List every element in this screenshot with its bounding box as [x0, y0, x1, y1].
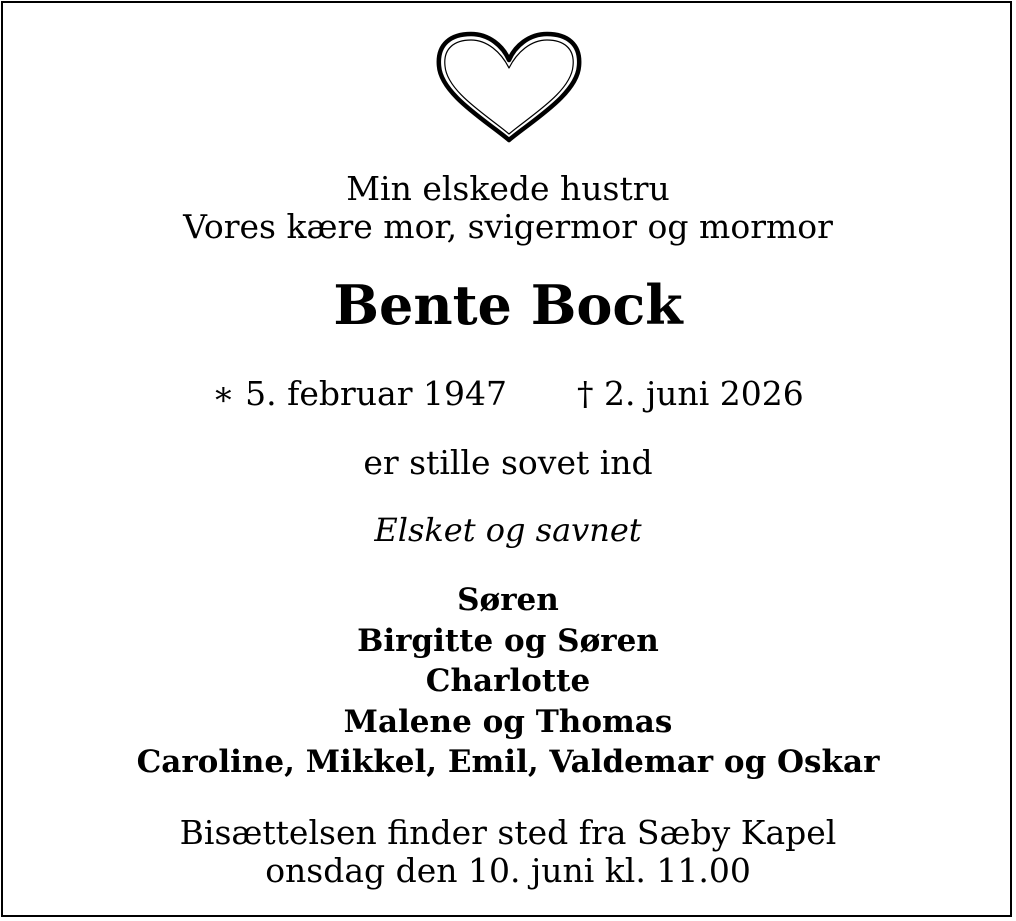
family-member: Birgitte og Søren [357, 622, 659, 659]
service-line-2: onsdag den 10. juni kl. 11.00 [265, 851, 751, 890]
heart-icon [433, 30, 585, 144]
family-member: Søren [457, 582, 559, 618]
birth-date: ∗ 5. februar 1947 [212, 374, 507, 413]
dates-row [0, 375, 1016, 413]
family-list [0, 580, 1016, 783]
service-line-1: Bisættelsen finder sted fra Sæby Kapel [179, 813, 837, 852]
status-text: er stille sovet ind [363, 443, 653, 482]
intro-text [0, 170, 1016, 246]
tribute-text: Elsket og savnet [374, 511, 642, 549]
family-member: Caroline, Mikkel, Emil, Valdemar og Oskar [136, 744, 880, 780]
service-info [0, 814, 1016, 890]
intro-line-2: Vores kære mor, svigermor og mormor [183, 207, 833, 246]
family-member: Malene og Thomas [343, 703, 673, 740]
family-member: Charlotte [425, 663, 591, 699]
deceased-name: Bente Bock [333, 273, 683, 337]
intro-line-1: Min elskede hustru [346, 169, 670, 208]
death-date: † 2. juni 2026 [576, 374, 804, 413]
